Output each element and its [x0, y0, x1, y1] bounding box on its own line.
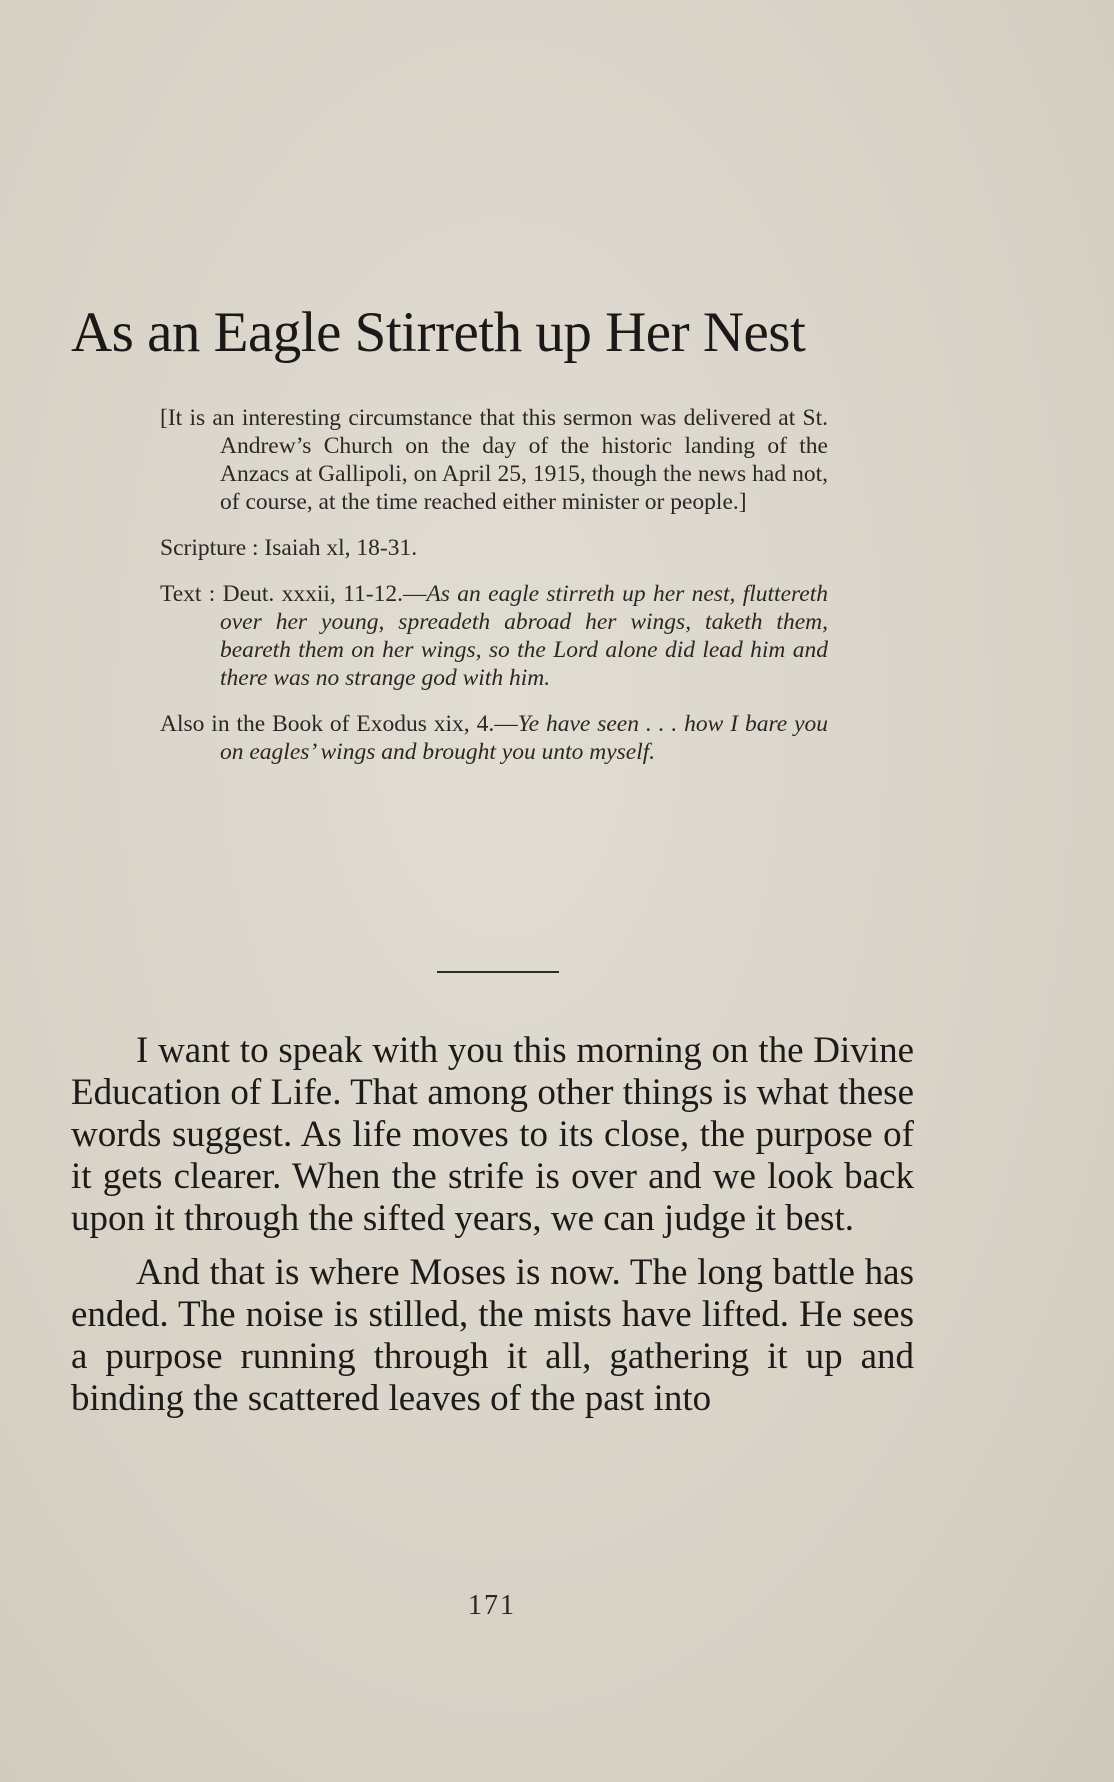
page-number: 171: [468, 1590, 516, 1621]
section-divider: [437, 971, 559, 973]
sermon-body: [71, 1030, 914, 1432]
body-paragraph-1: I want to speak with you this morning on the Divine Education of Life. That among other things is what these words suggest. As life moves to its close, the purpose of it gets clearer. When the strife is over and we look back upon it through the sifted years, we can judge it best.: [71, 1030, 914, 1239]
chapter-title: As an Eagle Stirreth up Her Nest: [71, 301, 806, 364]
exodus-quote: Ye have seen . . . how I bare you on eagles’ wings and brought you unto myself.: [220, 711, 828, 765]
text-ref-label: Text : Deut. xxxii, 11-12.—: [160, 581, 427, 607]
text-reference: [160, 580, 828, 692]
text-quote: As an eagle stirreth up her nest, fluttereth over her young, spreadeth abroad her wings, taketh them, beareth them on her wings, so the Lord alone did lead him and there was no strange god with him.: [220, 581, 828, 691]
historical-note: [It is an interesting circumstance that this sermon was delivered at St. Andrew’s Church on the day of the historic landing of the Anzacs at Gallipoli, on April 25, 1915, though the news had not, of course, at the time reached either minister or people.]: [160, 405, 828, 515]
headnotes: [160, 404, 828, 784]
exodus-ref-label: Also in the Book of Exodus xix, 4.—: [160, 711, 518, 737]
exodus-reference: [160, 710, 828, 766]
body-paragraph-2: And that is where Moses is now. The long battle has ended. The noise is stilled, the mists have lifted. He sees a purpose running through it all, gathering it up and binding the scattered leaves of the past into: [71, 1252, 914, 1419]
scripture-reference: Scripture : Isaiah xl, 18-31.: [160, 535, 418, 561]
